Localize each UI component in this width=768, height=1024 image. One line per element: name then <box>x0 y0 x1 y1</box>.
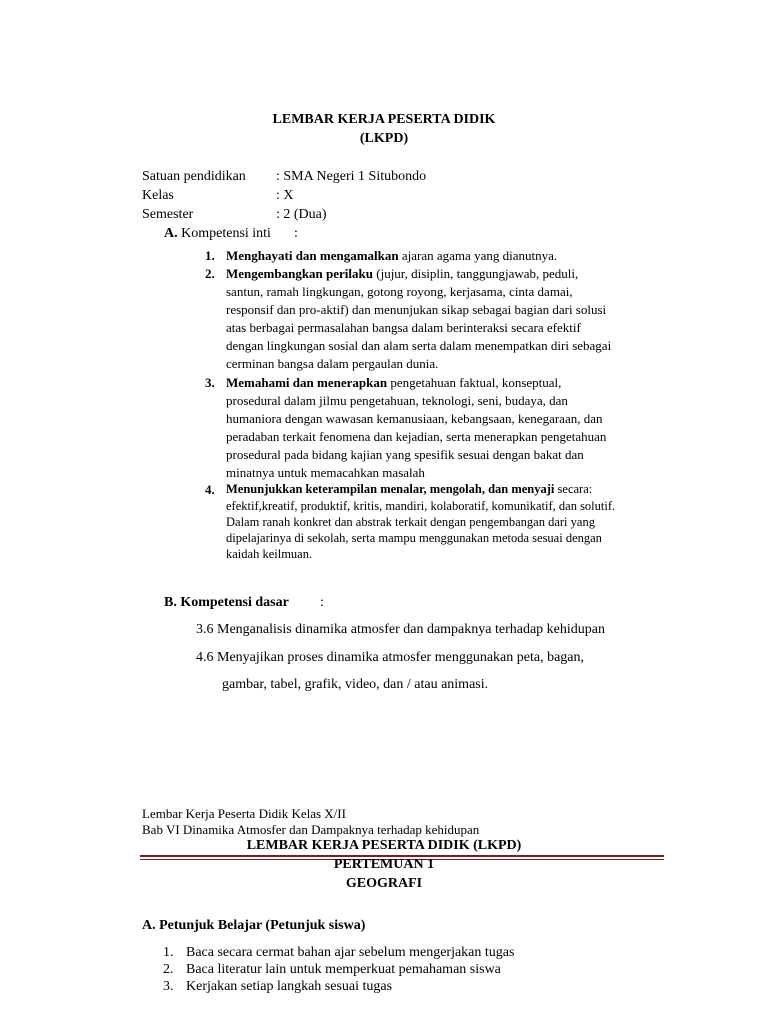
ki-item-2-line: responsif dan pro-aktif) dan menunjukan sikap sebagai bagian dari solusi <box>226 302 607 317</box>
ki-item-3-line: prosedural dalam jilmu pengetahuan, teknologi, seni, budaya, dan <box>226 393 568 408</box>
ki-item-number: 2. <box>205 266 215 281</box>
info-label-semester: Semester <box>142 207 194 222</box>
document-subtitle: (LKPD) <box>359 131 409 146</box>
kd-item-4-6-cont: gambar, tabel, grafik, video, dan / atau animasi. <box>222 677 489 692</box>
ki-item-3-line: minatnya untuk memacahkan masalah <box>226 465 425 480</box>
ki-item-3-line: humaniora dengan wawasan kemanusiaan, kebangsaan, kenegaraan, dan <box>226 411 603 426</box>
ki-item-3-bold: Memahami dan menerapkan <box>226 375 388 390</box>
page2-meeting: PERTEMUAN 1 <box>333 857 435 872</box>
page2-subject: GEOGRAFI <box>345 876 423 891</box>
ki-item-4-line: Dalam ranah konkret dan abstrak terkait dengan pengembangan dari yang <box>226 515 595 529</box>
ki-item-4-line: kaidah keilmuan. <box>226 547 313 561</box>
info-value-semester: : 2 (Dua) <box>276 207 327 222</box>
section-a-heading: A. Petunjuk Belajar (Petunjuk siswa) <box>142 918 366 933</box>
ki-colon: : <box>294 226 298 241</box>
ki-item-2-line: cerminan bangsa dalam pergaulan dunia. <box>226 356 439 371</box>
ki-item-number: 3. <box>205 375 215 390</box>
ki-item-1-bold: Menghayati dan mengamalkan <box>226 248 399 263</box>
info-label-class: Kelas <box>142 188 174 203</box>
info-label-school: Satuan pendidikan <box>142 169 246 184</box>
ki-item-1-text: ajaran agama yang dianutnya. <box>401 248 558 263</box>
ki-item-4-text: secara: <box>557 482 593 496</box>
ki-item-4-line: dipelajarinya di sekolah, serta mampu menggunakan metoda sesuai dengan <box>226 531 602 545</box>
running-header-line1: Lembar Kerja Peserta Didik Kelas X/II <box>142 806 346 821</box>
ki-item-2-line: dengan lingkungan sosial dan alam serta dalam menempatkan diri sebagai <box>226 338 612 353</box>
ki-item-1-line <box>226 248 557 264</box>
step-number: 2. <box>163 962 174 977</box>
ki-item-3-line <box>226 375 561 391</box>
step-text: Kerjakan setiap langkah sesuai tugas <box>186 979 393 994</box>
ki-item-3-line: peradaban terkait fenomena dan kejadian, serta menerapkan pengetahuan <box>226 429 607 444</box>
step-number: 3. <box>163 979 174 994</box>
ki-prefix: A. <box>164 226 178 241</box>
ki-item-number: 4. <box>205 482 215 497</box>
kd-item-4-6: 4.6 Menyajikan proses dinamika atmosfer menggunakan peta, bagan, <box>196 650 584 665</box>
info-value-class: : X <box>276 188 294 203</box>
ki-label: Kompetensi inti <box>181 226 271 241</box>
ki-item-number: 1. <box>205 248 215 263</box>
kd-item-3-6: 3.6 Menganalisis dinamika atmosfer dan dampaknya terhadap kehidupan <box>196 622 605 637</box>
ki-item-2-text: (jujur, disiplin, tanggungjawab, peduli, <box>376 266 579 281</box>
step-text: Baca literatur lain untuk memperkuat pemahaman siswa <box>186 962 501 977</box>
ki-item-2-line: santun, ramah lingkungan, gotong royong, kerjasama, cinta damai, <box>226 284 573 299</box>
step-number: 1. <box>163 945 174 960</box>
ki-item-3-line: prosedural pada bidang kajian yang spesifik sesuai dengan bakat dan <box>226 447 584 462</box>
info-value-school: : SMA Negeri 1 Situbondo <box>276 169 427 184</box>
page2-title: LEMBAR KERJA PESERTA DIDIK (LKPD) <box>246 838 522 853</box>
kd-heading: B. Kompetensi dasar <box>164 595 289 610</box>
running-header-line2: Bab VI Dinamika Atmosfer dan Dampaknya terhadap kehidupan <box>142 822 480 837</box>
ki-item-4-bold: Menunjukkan keterampilan menalar, mengolah, dan menyaji <box>226 482 555 496</box>
step-text: Baca secara cermat bahan ajar sebelum mengerjakan tugas <box>186 945 515 960</box>
document-title: LEMBAR KERJA PESERTA DIDIK <box>272 112 496 127</box>
ki-item-4-line: efektif,kreatif, produktif, kritis, mandiri, kolaboratif, komunikatif, dan solutif. <box>226 499 616 513</box>
ki-item-2-bold: Mengembangkan perilaku <box>226 266 373 281</box>
ki-heading <box>164 226 271 242</box>
ki-item-2-line: atas berbagai permasalahan bangsa dalam berinteraksi secara efektif <box>226 320 581 335</box>
kd-colon: : <box>320 595 324 610</box>
ki-item-2-line <box>226 266 578 282</box>
ki-item-4-line <box>226 482 592 497</box>
ki-item-3-text: pengetahuan faktual, konseptual, <box>390 375 562 390</box>
